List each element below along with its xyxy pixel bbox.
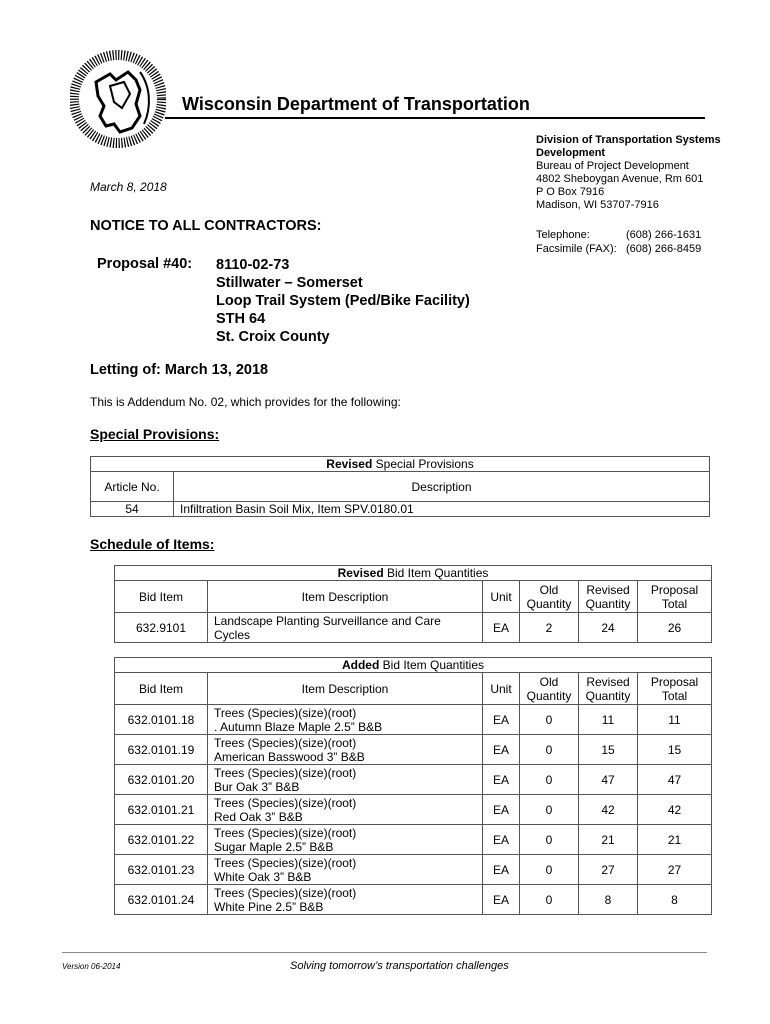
table-row: [115, 705, 712, 735]
table-cell: 11: [579, 705, 638, 735]
table-cell: 0: [520, 825, 579, 855]
table-cell: 0: [520, 885, 579, 915]
table-cell: Trees (Species)(size)(root) Bur Oak 3” B&B: [208, 765, 483, 795]
column-header: Unit: [483, 581, 520, 613]
table-cell: Landscape Planting Surveillance and Care Cycles: [208, 613, 483, 643]
column-header: Unit: [483, 673, 520, 705]
table-cell: 24: [579, 613, 638, 643]
table-cell: Trees (Species)(size)(root) Red Oak 3” B&B: [208, 795, 483, 825]
column-header: Item Description: [208, 673, 483, 705]
table-cell: 42: [579, 795, 638, 825]
table-row: [115, 613, 712, 643]
special-provisions-heading: Special Provisions:: [90, 426, 220, 442]
table-cell: 632.9101: [115, 613, 208, 643]
table-cell: 26: [638, 613, 712, 643]
division-line: Division of Transportation Systems: [536, 134, 721, 146]
table-row: [115, 795, 712, 825]
table-cell: Trees (Species)(size)(root) . Autumn Blaze Maple 2.5” B&B: [208, 705, 483, 735]
table-cell: 47: [579, 765, 638, 795]
table-cell: 0: [520, 855, 579, 885]
table-cell: 21: [638, 825, 712, 855]
table-cell: Trees (Species)(size)(root) Sugar Maple 2.5” B&B: [208, 825, 483, 855]
table-cell: EA: [483, 705, 520, 735]
document-date: March 8, 2018: [90, 180, 167, 194]
address-line: 4802 Sheboygan Avenue, Rm 601: [536, 173, 704, 185]
table-cell: 0: [520, 795, 579, 825]
fax-number: (608) 266-8459: [626, 242, 702, 255]
revised-bid-items-table: [114, 565, 712, 643]
table-cell: 27: [638, 855, 712, 885]
header-rule: [165, 117, 705, 119]
column-header: Bid Item: [115, 673, 208, 705]
column-header: Revised Quantity: [579, 673, 638, 705]
schedule-heading: Schedule of Items:: [90, 536, 215, 552]
table-cell: 54: [91, 502, 174, 517]
table-cell: Trees (Species)(size)(root) White Oak 3” B&B: [208, 855, 483, 885]
table-row: [91, 502, 710, 517]
wisdot-logo: [70, 46, 166, 152]
table-row: [115, 765, 712, 795]
column-header: Old Quantity: [520, 581, 579, 613]
contact-block: [536, 229, 701, 256]
table-cell: 632.0101.24: [115, 885, 208, 915]
table-cell: EA: [483, 765, 520, 795]
added-bid-items-table: [114, 657, 712, 915]
column-header: Proposal Total: [638, 673, 712, 705]
table-cell: 11: [638, 705, 712, 735]
notice-heading: NOTICE TO ALL CONTRACTORS:: [90, 218, 322, 234]
letting-date: Letting of: March 13, 2018: [90, 362, 269, 378]
table-cell: 0: [520, 765, 579, 795]
telephone-label: Telephone:: [536, 229, 590, 241]
table-cell: EA: [483, 795, 520, 825]
proposal-line: Stillwater – Somerset: [216, 275, 363, 291]
column-header: Revised Quantity: [579, 581, 638, 613]
table-caption: Revised Bid Item Quantities: [115, 566, 712, 581]
proposal-line: Loop Trail System (Ped/Bike Facility): [216, 293, 470, 309]
table-cell: Trees (Species)(size)(root) White Pine 2.5” B&B: [208, 885, 483, 915]
table-cell: Trees (Species)(size)(root) American Basswood 3” B&B: [208, 735, 483, 765]
table-cell: 632.0101.18: [115, 705, 208, 735]
division-block: [536, 134, 721, 212]
table-cell: 15: [579, 735, 638, 765]
table-cell: EA: [483, 613, 520, 643]
proposal-line: STH 64: [216, 311, 266, 327]
table-cell: 632.0101.23: [115, 855, 208, 885]
table-caption: Revised Special Provisions: [91, 457, 710, 472]
table-cell: 8: [638, 885, 712, 915]
table-cell: 632.0101.20: [115, 765, 208, 795]
table-cell: 42: [638, 795, 712, 825]
special-provisions-table: [90, 456, 710, 517]
table-cell: 0: [520, 735, 579, 765]
address-line: P O Box 7916: [536, 186, 605, 198]
column-header: Old Quantity: [520, 673, 579, 705]
table-row: [115, 735, 712, 765]
table-cell: EA: [483, 855, 520, 885]
telephone-number: (608) 266-1631: [626, 229, 702, 241]
table-cell: EA: [483, 825, 520, 855]
table-cell: Infiltration Basin Soil Mix, Item SPV.0180.01: [174, 502, 710, 517]
proposal-line: St. Croix County: [216, 329, 330, 345]
table-cell: 632.0101.21: [115, 795, 208, 825]
agency-title: Wisconsin Department of Transportation: [182, 94, 530, 114]
table-cell: 8: [579, 885, 638, 915]
division-line: Development: [536, 147, 606, 159]
table-cell: 0: [520, 705, 579, 735]
column-header: Description: [174, 472, 710, 502]
version-label: Version 06-2014: [62, 962, 121, 971]
footer-slogan: Solving tomorrow’s transportation challenges: [290, 960, 509, 972]
proposal-details: [216, 256, 470, 346]
column-header: Item Description: [208, 581, 483, 613]
fax-label: Facsimile (FAX):: [536, 242, 617, 255]
proposal-label: Proposal #40:: [97, 256, 193, 272]
table-cell: EA: [483, 885, 520, 915]
table-cell: 47: [638, 765, 712, 795]
column-header: Article No.: [91, 472, 174, 502]
table-cell: 21: [579, 825, 638, 855]
table-row: [115, 825, 712, 855]
address-line: Madison, WI 53707-7916: [536, 199, 659, 211]
address-line: Bureau of Project Development: [536, 160, 689, 172]
table-cell: 2: [520, 613, 579, 643]
column-header: Bid Item: [115, 581, 208, 613]
footer-rule: [62, 952, 707, 953]
table-row: [115, 885, 712, 915]
column-header: Proposal Total: [638, 581, 712, 613]
table-cell: 15: [638, 735, 712, 765]
proposal-line: 8110-02-73: [216, 257, 290, 273]
table-cell: 632.0101.19: [115, 735, 208, 765]
table-cell: 27: [579, 855, 638, 885]
table-cell: EA: [483, 735, 520, 765]
table-row: [115, 855, 712, 885]
table-caption: Added Bid Item Quantities: [115, 658, 712, 673]
table-cell: 632.0101.22: [115, 825, 208, 855]
addendum-text: This is Addendum No. 02, which provides for the following:: [90, 395, 401, 409]
